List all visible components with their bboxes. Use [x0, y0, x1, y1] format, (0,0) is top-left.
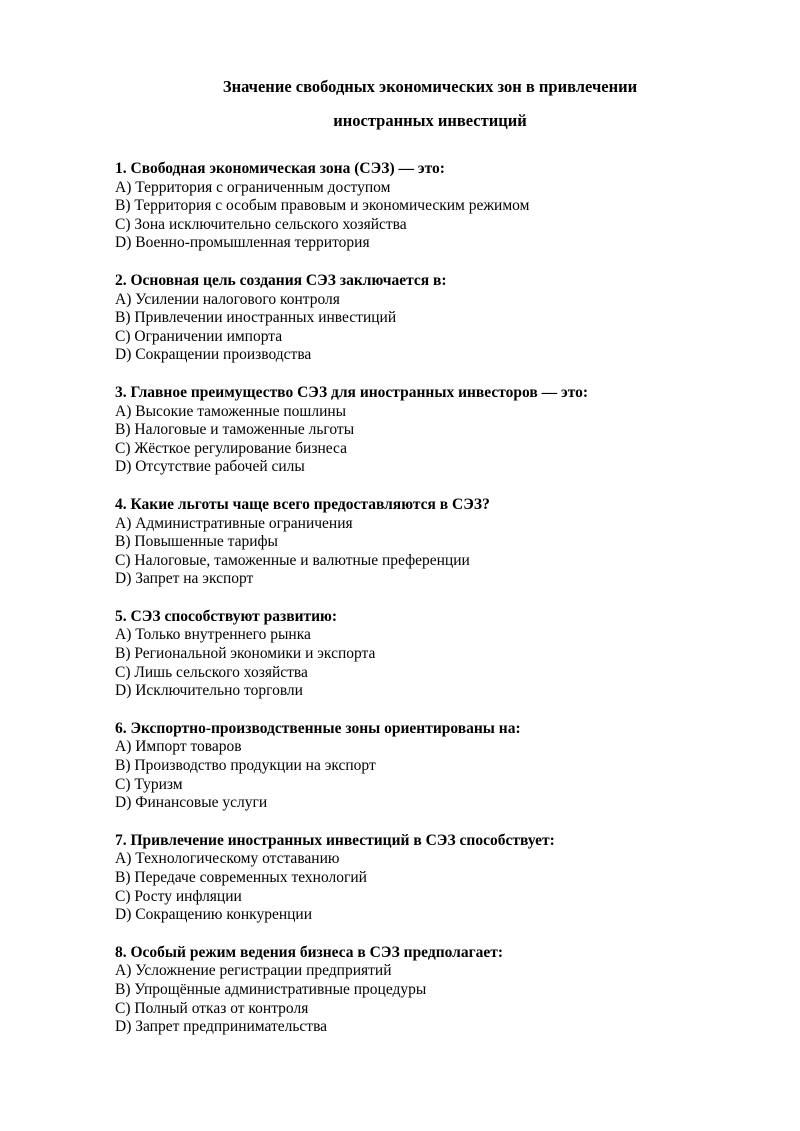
answer-option-a: A) Только внутреннего рынка — [115, 626, 311, 644]
answer-option-c: C) Лишь сельского хозяйства — [115, 663, 308, 681]
answer-option-a: A) Технологическому отставанию — [115, 850, 340, 868]
answer-option-a: A) Высокие таможенные пошлины — [115, 402, 347, 420]
answer-option-d: D) Военно-промышленная территория — [115, 234, 370, 252]
answer-option-c: C) Жёсткое регулирование бизнеса — [115, 439, 347, 457]
question-3 — [115, 384, 755, 477]
answer-option-d: D) Запрет предпринимательства — [115, 1018, 328, 1036]
question-2 — [115, 272, 755, 365]
answer-option-c: C) Ограничении импорта — [115, 327, 283, 345]
question-text: 2. Основная цель создания СЭЗ заключается в: — [115, 271, 447, 289]
answer-option-d: D) Сокращении производства — [115, 346, 312, 364]
question-text: 7. Привлечение иностранных инвестиций в СЭЗ способствует: — [115, 831, 555, 849]
answer-option-a: A) Административные ограничения — [115, 514, 353, 532]
question-text: 5. СЭЗ способствуют развитию: — [115, 607, 338, 625]
question-4 — [115, 496, 755, 589]
answer-option-b: B) Территория с особым правовым и экономическим режимом — [115, 197, 530, 215]
answer-option-c: C) Полный отказ от контроля — [115, 999, 309, 1017]
answer-option-b: B) Производство продукции на экспорт — [115, 757, 376, 775]
question-text: 8. Особый режим ведения бизнеса в СЭЗ предполагает: — [115, 943, 504, 961]
answer-option-d: D) Отсутствие рабочей силы — [115, 458, 305, 476]
answer-option-d: D) Исключительно торговли — [115, 682, 303, 700]
answer-option-b: B) Привлечении иностранных инвестиций — [115, 309, 397, 327]
question-text: 4. Какие льготы чаще всего предоставляются в СЭЗ? — [115, 495, 490, 513]
answer-option-a: A) Усилении налогового контроля — [115, 290, 340, 308]
answer-option-d: D) Сокращению конкуренции — [115, 906, 312, 924]
answer-option-c: C) Зона исключительно сельского хозяйства — [115, 215, 407, 233]
question-text: 3. Главное преимущество СЭЗ для иностранных инвесторов — это: — [115, 383, 589, 401]
answer-option-a: A) Усложнение регистрации предприятий — [115, 962, 392, 980]
answer-option-a: A) Территория с ограниченным доступом — [115, 178, 391, 196]
question-text: 6. Экспортно-производственные зоны ориентированы на: — [115, 719, 521, 737]
answer-option-b: B) Упрощённые административные процедуры — [115, 980, 427, 998]
question-6 — [115, 720, 755, 813]
answer-option-c: C) Росту инфляции — [115, 887, 242, 905]
answer-option-b: B) Налоговые и таможенные льготы — [115, 421, 355, 439]
document-title-line-2: иностранных инвестиций — [333, 111, 527, 130]
answer-option-d: D) Финансовые услуги — [115, 794, 268, 812]
document-title-line-1: Значение свободных экономических зон в привлечении — [222, 77, 638, 96]
question-8 — [115, 944, 755, 1037]
question-text: 1. Свободная экономическая зона (СЭЗ) — это: — [115, 160, 445, 177]
question-list — [115, 160, 755, 1056]
answer-option-c: C) Налоговые, таможенные и валютные преференции — [115, 551, 470, 569]
answer-option-d: D) Запрет на экспорт — [115, 570, 254, 588]
answer-option-c: C) Туризм — [115, 775, 183, 793]
question-5 — [115, 608, 755, 701]
answer-option-b: B) Региональной экономики и экспорта — [115, 645, 376, 663]
answer-option-b: B) Повышенные тарифы — [115, 533, 278, 551]
answer-option-a: A) Импорт товаров — [115, 738, 242, 756]
question-1 — [115, 160, 755, 253]
question-7 — [115, 832, 755, 925]
answer-option-b: B) Передаче современных технологий — [115, 869, 367, 886]
